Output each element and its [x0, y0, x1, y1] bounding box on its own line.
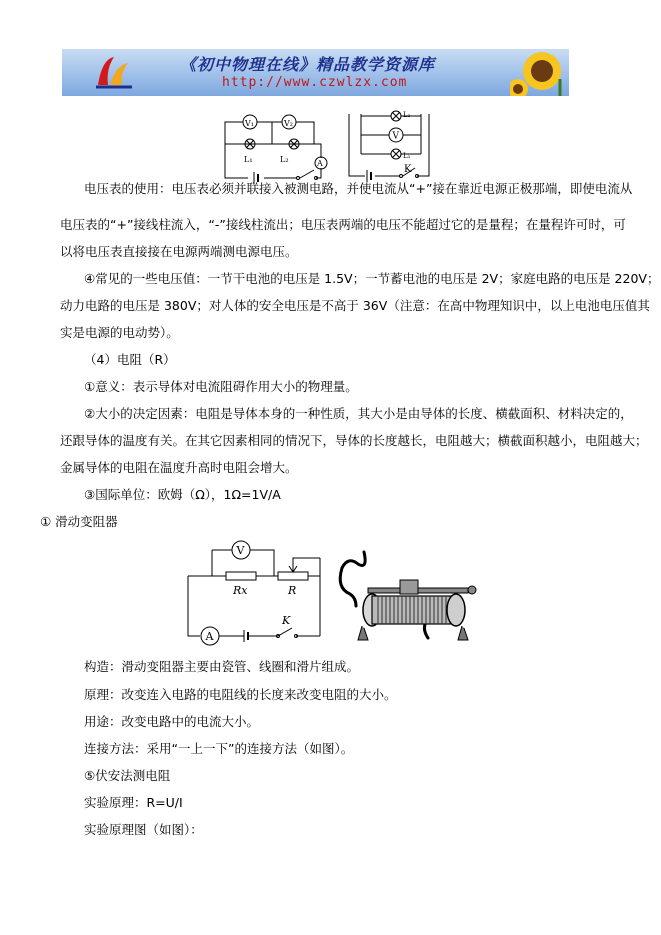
- switch-label: K: [404, 164, 412, 175]
- circuit-diagram-parallel: [345, 108, 435, 188]
- voltmeter-2-label: V₂: [284, 119, 293, 128]
- paragraph-experiment-diagram: 实验原理图（如图）：: [84, 822, 203, 837]
- voltmeter-label: V: [392, 131, 399, 142]
- ammeter-3-label: A: [205, 630, 214, 643]
- header-banner: [62, 49, 569, 96]
- paragraph-resistance-factors-2: 还跟导体的温度有关。在其它因素相同的情况下，导体的长度越长，电阻越大；横截面积越小，电阻越大；: [60, 433, 648, 448]
- circuit-diagram-rheostat: [186, 538, 326, 648]
- heading-rheostat: ① 滑动变阻器: [40, 514, 118, 529]
- rheostat-illustration: [334, 548, 484, 648]
- paragraph-resistance-factors-1: ②大小的决定因素：电阻是导体本身的一种性质，其大小是由导体的长度、横截面积、材料决定的，: [84, 406, 633, 421]
- paragraph-common-voltages-2: 动力电路的电压是 380V；对人体的安全电压是不高于 36V（注意：在高中物理知识中，以上电池电压值其: [60, 298, 650, 313]
- paragraph-common-voltages-1: ④常见的一些电压值：一节干电池的电压是 1.5V；一节蓄电池的电压是 2V；家庭电路的电压是 220V；: [84, 271, 660, 286]
- switch-3-label: K: [282, 614, 291, 627]
- banner-title: 《初中物理在线》精品教学资源库: [180, 55, 436, 74]
- paragraph-experiment-principle: 实验原理：R=U/I: [84, 795, 183, 810]
- banner-url: http://www.czwlzx.com: [222, 75, 408, 90]
- paragraph-rheostat-structure: 构造：滑动变阻器主要由瓷管、线圈和滑片组成。: [84, 659, 360, 674]
- resistor-fixed-label: Rx: [233, 584, 248, 597]
- paragraph-resistance-factors-3: 金属导体的电阻在温度升高时电阻会增大。: [60, 460, 298, 475]
- lamp-bottom-label: L₁: [403, 152, 411, 160]
- paragraph-rheostat-principle: 原理：改变连入电路的电阻线的长度来改变电阻的大小。: [84, 687, 397, 702]
- paragraph-voltmeter-usage-1: 电压表的使用：电压表必须并联接入被测电路，并使电流从“+”接在靠近电源正极那端，即使电流从: [84, 181, 633, 196]
- paragraph-common-voltages-3: 实是电源的电动势）。: [60, 325, 179, 340]
- paragraph-voltmeter-usage-3: 以将电压表直接接在电源两端测电源电压。: [60, 244, 298, 259]
- paragraph-voltmeter-usage-2: 电压表的“+”接线柱流入，“-”接线柱流出；电压表两端的电压不能超过它的是量程；在量程许可时，可: [60, 217, 626, 232]
- heading-voltammetry: ⑤伏安法测电阻: [84, 768, 171, 783]
- ammeter-1-label: A: [317, 159, 323, 168]
- sunflower-icon: [510, 49, 569, 96]
- lamp-top-label: L₂: [403, 111, 411, 119]
- paragraph-rheostat-use: 用途：改变电路中的电流大小。: [84, 714, 260, 729]
- logo-icon: [92, 51, 136, 93]
- heading-resistance: （4）电阻（R）: [84, 352, 176, 367]
- resistor-var-label: R: [288, 584, 297, 597]
- voltmeter-3-label: V: [236, 544, 245, 557]
- paragraph-resistance-unit: ③国际单位：欧姆（Ω），1Ω=1V/A: [84, 487, 281, 502]
- paragraph-rheostat-connection: 连接方法：采用“一上一下”的连接方法（如图）。: [84, 741, 354, 756]
- circuit-diagram-series: [218, 110, 333, 188]
- lamp-2-label: L₂: [280, 155, 289, 164]
- voltmeter-1-label: V₁: [245, 119, 254, 128]
- paragraph-resistance-meaning: ①意义：表示导体对电流阻碍作用大小的物理量。: [84, 379, 358, 394]
- lamp-1-label: L₁: [244, 155, 253, 164]
